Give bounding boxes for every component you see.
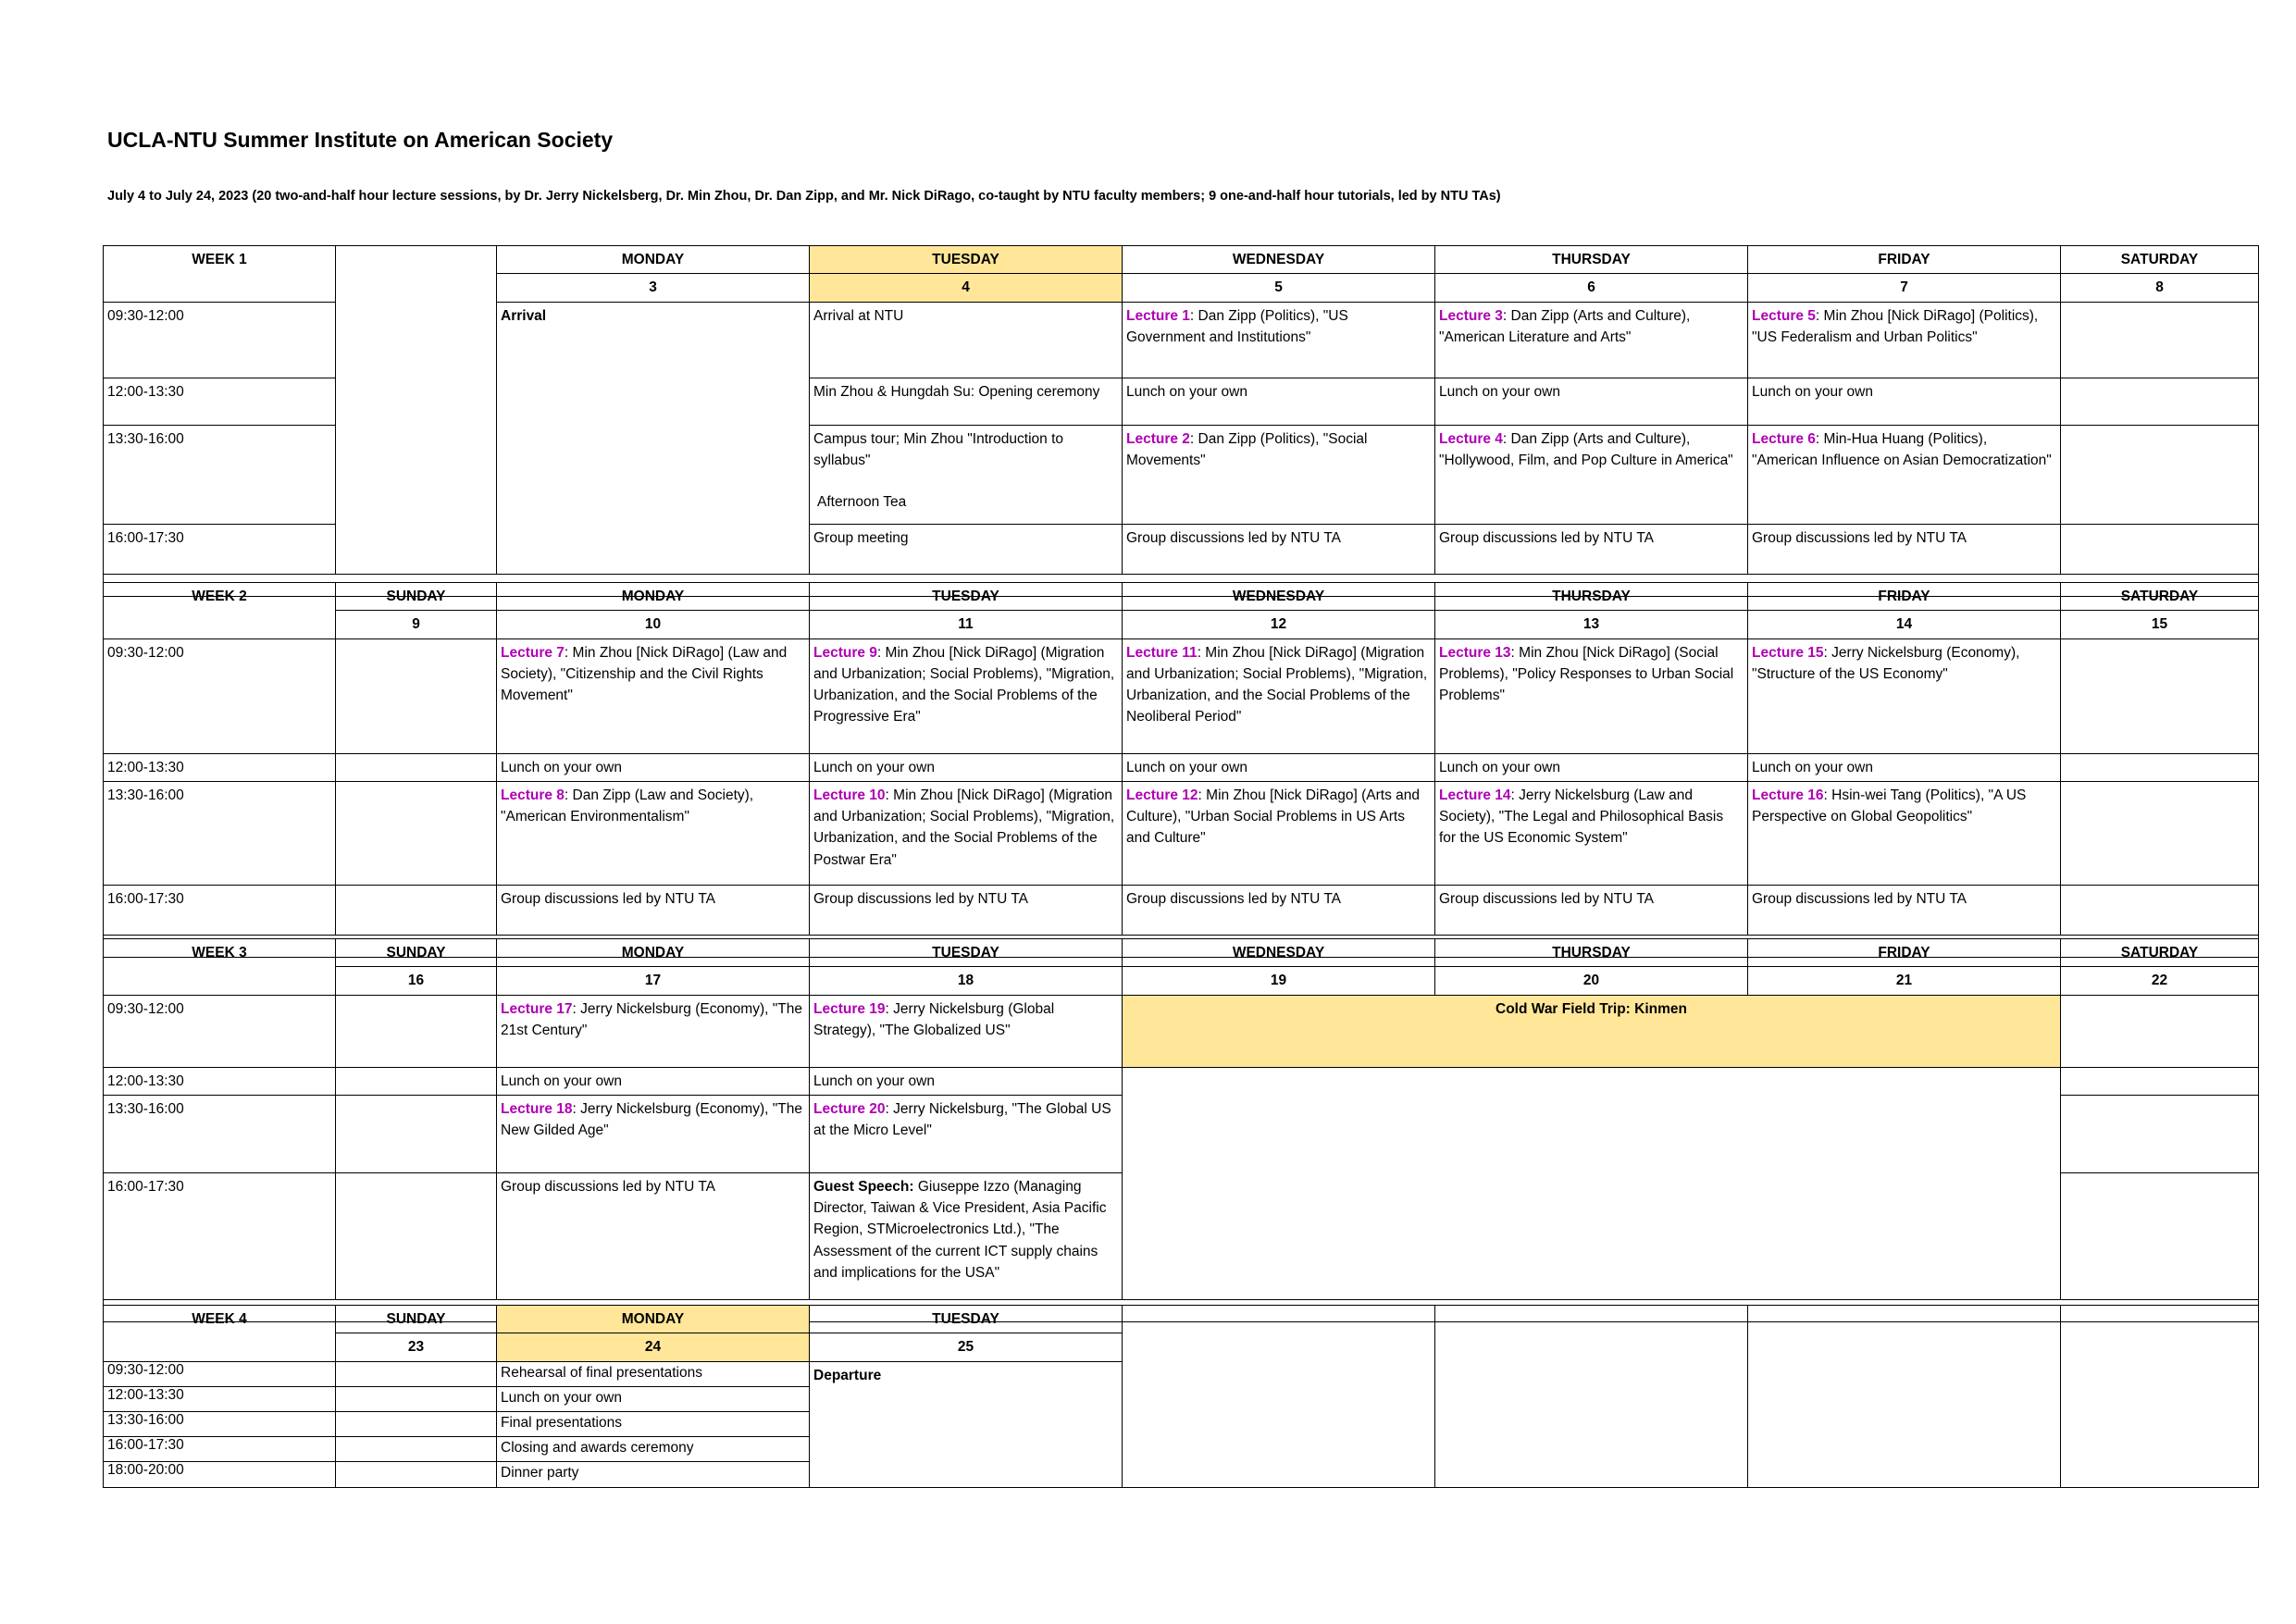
departure-label: Departure <box>813 1367 882 1383</box>
schedule-cell <box>2061 781 2259 885</box>
lecture-text: : Min Zhou [Nick DiRago] (Arts and Culture), "Urban Social Problems in US Arts and Culture" <box>1126 787 1421 847</box>
lecture-label: Lecture 17 <box>501 1000 573 1017</box>
lecture-label: Lecture 20 <box>813 1100 886 1117</box>
time-slot: 12:00-13:30 <box>104 753 336 781</box>
lecture-label: Lecture 8 <box>501 787 565 803</box>
schedule-cell <box>497 781 810 885</box>
schedule-cell <box>336 781 497 885</box>
schedule-cell <box>336 1386 497 1411</box>
week2-day-saturday: SATURDAY <box>2061 583 2259 611</box>
week3-day-tuesday: TUESDAY <box>810 939 1123 967</box>
lecture-label: Lecture 16 <box>1752 787 1824 803</box>
schedule-cell: Lunch on your own <box>1123 753 1435 781</box>
schedule-cell <box>1748 638 2061 753</box>
lecture-label: Lecture 14 <box>1439 787 1511 803</box>
time-slot: 18:00-20:00 <box>104 1461 336 1487</box>
lecture-text: : Min-Hua Huang (Politics), "American Influence on Asian Democratization" <box>1752 430 2052 468</box>
schedule-cell <box>336 1436 497 1461</box>
schedule-cell: Lunch on your own <box>497 1386 810 1411</box>
schedule-cell <box>2061 885 2259 935</box>
lecture-label: Lecture 13 <box>1439 644 1511 661</box>
week1-date: 6 <box>1435 274 1748 302</box>
lecture-text: : Min Zhou [Nick DiRago] (Politics), "US Federalism and Urban Politics" <box>1752 307 2039 345</box>
field-trip-banner: Cold War Field Trip: Kinmen <box>1123 995 2061 1067</box>
schedule-cell <box>336 638 497 753</box>
week2-date: 14 <box>1748 611 2061 638</box>
schedule-cell <box>2061 1306 2259 1488</box>
schedule-cell: Lunch on your own <box>1748 753 2061 781</box>
schedule-cell <box>1435 425 1748 524</box>
lecture-text: : Min Zhou [Nick DiRago] (Law and Society), "Citizenship and the Civil Rights Movement" <box>501 644 788 703</box>
cell-text: Afternoon Tea <box>817 494 907 510</box>
lecture-label: Lecture 4 <box>1439 430 1503 447</box>
week4-date: 25 <box>810 1333 1123 1361</box>
lecture-label: Lecture 5 <box>1752 307 1816 324</box>
schedule-cell: Lunch on your own <box>810 1067 1123 1095</box>
schedule-cell: Min Zhou & Hungdah Su: Opening ceremony <box>810 378 1123 425</box>
schedule-cell: Group discussions led by NTU TA <box>1123 524 1435 574</box>
week2-date: 11 <box>810 611 1123 638</box>
week2-day-friday: FRIDAY <box>1748 583 2061 611</box>
schedule-cell <box>336 1172 497 1299</box>
schedule-cell <box>810 781 1123 885</box>
week2-date: 9 <box>336 611 497 638</box>
lecture-label: Lecture 6 <box>1752 430 1816 447</box>
week1-date: 5 <box>1123 274 1435 302</box>
schedule-cell: Arrival at NTU <box>810 302 1123 378</box>
schedule-cell <box>2061 1067 2259 1095</box>
week4-date: 24 <box>497 1333 810 1361</box>
week3-date: 19 <box>1123 967 1435 995</box>
schedule-cell: Group discussions led by NTU TA <box>497 885 810 935</box>
lecture-text: : Min Zhou [Nick DiRago] (Migration and Urbanization; Social Problems), "Migration, Urbanization, and the Social Problems of the Neoliberal Period" <box>1126 644 1428 725</box>
week1-day-thursday: THURSDAY <box>1435 246 1748 274</box>
schedule-cell <box>1748 781 2061 885</box>
schedule-cell <box>336 1461 497 1487</box>
time-slot: 09:30-12:00 <box>104 995 336 1067</box>
lecture-text: : Jerry Nickelsburg (Economy), "The 21st Century" <box>501 1000 802 1038</box>
schedule-cell: Group discussions led by NTU TA <box>1748 885 2061 935</box>
time-slot: 16:00-17:30 <box>104 524 336 574</box>
lecture-label: Lecture 19 <box>813 1000 886 1017</box>
schedule-cell: Lunch on your own <box>1123 378 1435 425</box>
arrival-label: Arrival <box>501 307 547 324</box>
lecture-label: Lecture 15 <box>1752 644 1824 661</box>
lecture-label: Lecture 12 <box>1126 787 1198 803</box>
lecture-text: : Min Zhou [Nick DiRago] (Migration and Urbanization; Social Problems), "Migration, Urbanization, and the Social Problems of the Progressive Era" <box>813 644 1115 725</box>
schedule-cell <box>1748 302 2061 378</box>
week1-day-monday: MONDAY <box>497 246 810 274</box>
schedule-cell: Lunch on your own <box>810 753 1123 781</box>
time-slot: 13:30-16:00 <box>104 1095 336 1172</box>
schedule-cell <box>810 1172 1123 1299</box>
schedule-cell <box>2061 1172 2259 1299</box>
week1-sunday-empty <box>336 246 497 575</box>
week1-date: 4 <box>810 274 1123 302</box>
schedule-cell <box>336 1411 497 1436</box>
lecture-text: : Dan Zipp (Arts and Culture), "Hollywood, Film, and Pop Culture in America" <box>1439 430 1733 468</box>
schedule-cell: Group discussions led by NTU TA <box>810 885 1123 935</box>
time-slot: 13:30-16:00 <box>104 781 336 885</box>
schedule-cell: Group discussions led by NTU TA <box>1435 885 1748 935</box>
time-slot: 16:00-17:30 <box>104 885 336 935</box>
schedule-cell <box>497 1095 810 1172</box>
schedule-cell: Group discussions led by NTU TA <box>497 1172 810 1299</box>
lecture-text: : Dan Zipp (Politics), "US Government and Institutions" <box>1126 307 1348 345</box>
week1-day-friday: FRIDAY <box>1748 246 2061 274</box>
schedule-cell: Final presentations <box>497 1411 810 1436</box>
time-slot: 12:00-13:30 <box>104 1067 336 1095</box>
week3-day-saturday: SATURDAY <box>2061 939 2259 967</box>
lecture-text: : Min Zhou [Nick DiRago] (Social Problems), "Policy Responses to Urban Social Problems" <box>1439 644 1734 703</box>
week2-day-sunday: SUNDAY <box>336 583 497 611</box>
schedule-cell <box>1748 425 2061 524</box>
schedule-cell: Group discussions led by NTU TA <box>1435 524 1748 574</box>
week2-date: 12 <box>1123 611 1435 638</box>
guest-speech-text: Giuseppe Izzo (Managing Director, Taiwan & Vice President, Asia Pacific Region, STMicroelectronics Ltd.), "The Assessment of the current ICT supply chains and implications for the USA" <box>813 1178 1107 1281</box>
week1-day-saturday: SATURDAY <box>2061 246 2259 274</box>
schedule-cell <box>1435 302 1748 378</box>
week3-label: WEEK 3 <box>104 939 336 996</box>
schedule-cell <box>336 995 497 1067</box>
time-slot: 12:00-13:30 <box>104 378 336 425</box>
week2-day-monday: MONDAY <box>497 583 810 611</box>
schedule-cell <box>336 1361 497 1386</box>
week3-date: 21 <box>1748 967 2061 995</box>
lecture-label: Lecture 10 <box>813 787 886 803</box>
schedule-cell <box>1435 638 1748 753</box>
schedule-cell: Closing and awards ceremony <box>497 1436 810 1461</box>
week1-date: 7 <box>1748 274 2061 302</box>
time-slot: 13:30-16:00 <box>104 1411 336 1436</box>
week4-date: 23 <box>336 1333 497 1361</box>
schedule-cell <box>2061 302 2259 378</box>
lecture-label: Lecture 9 <box>813 644 877 661</box>
week3-day-wednesday: WEDNESDAY <box>1123 939 1435 967</box>
time-slot: 12:00-13:30 <box>104 1386 336 1411</box>
lecture-text: : Jerry Nickelsburg (Economy), "Structure of the US Economy" <box>1752 644 2020 682</box>
time-slot: 09:30-12:00 <box>104 1361 336 1386</box>
schedule-cell <box>1435 781 1748 885</box>
week1-day-tuesday: TUESDAY <box>810 246 1123 274</box>
schedule-cell <box>2061 1095 2259 1172</box>
lecture-label: Lecture 18 <box>501 1100 573 1117</box>
schedule-cell <box>2061 378 2259 425</box>
lecture-text: : Dan Zipp (Law and Society), "American Environmentalism" <box>501 787 754 824</box>
lecture-text: : Dan Zipp (Politics), "Social Movements" <box>1126 430 1368 468</box>
week1-table <box>103 245 2259 597</box>
schedule-cell <box>336 1067 497 1095</box>
week1-monday-cell <box>497 302 810 574</box>
week2-day-thursday: THURSDAY <box>1435 583 1748 611</box>
time-slot: 13:30-16:00 <box>104 425 336 524</box>
schedule-cell <box>810 995 1123 1067</box>
schedule-cell: Group meeting <box>810 524 1123 574</box>
schedule-cell: Lunch on your own <box>1435 753 1748 781</box>
lecture-text: : Dan Zipp (Arts and Culture), "American Literature and Arts" <box>1439 307 1691 345</box>
schedule-cell: Lunch on your own <box>497 753 810 781</box>
time-slot: 16:00-17:30 <box>104 1436 336 1461</box>
schedule-cell <box>2061 753 2259 781</box>
schedule-cell: Lunch on your own <box>1435 378 1748 425</box>
week3-day-sunday: SUNDAY <box>336 939 497 967</box>
schedule-cell <box>497 995 810 1067</box>
time-slot: 16:00-17:30 <box>104 1172 336 1299</box>
schedule-cell <box>497 638 810 753</box>
week4-table <box>103 1305 2259 1488</box>
week2-table <box>103 582 2259 958</box>
schedule-cell <box>810 425 1123 524</box>
schedule-cell <box>1123 781 1435 885</box>
schedule-cell: Group discussions led by NTU TA <box>1748 524 2061 574</box>
week4-label: WEEK 4 <box>104 1306 336 1362</box>
schedule-cell <box>2061 425 2259 524</box>
week1-label: WEEK 1 <box>104 246 336 303</box>
schedule-cell: Lunch on your own <box>497 1067 810 1095</box>
schedule-cell: Rehearsal of final presentations <box>497 1361 810 1386</box>
week1-date: 3 <box>497 274 810 302</box>
week4-day-monday: MONDAY <box>497 1306 810 1333</box>
lecture-label: Lecture 1 <box>1126 307 1190 324</box>
lecture-label: Lecture 11 <box>1126 644 1198 661</box>
week1-date: 8 <box>2061 274 2259 302</box>
week1-day-wednesday: WEDNESDAY <box>1123 246 1435 274</box>
schedule-cell: Dinner party <box>497 1461 810 1487</box>
cell-text: Campus tour; Min Zhou "Introduction to syllabus" <box>813 430 1063 468</box>
week2-day-wednesday: WEDNESDAY <box>1123 583 1435 611</box>
week3-date: 20 <box>1435 967 1748 995</box>
week3-date: 18 <box>810 967 1123 995</box>
lecture-text: : Jerry Nickelsburg (Global Strategy), "The Globalized US" <box>813 1000 1055 1038</box>
schedule-cell <box>2061 524 2259 574</box>
page-title: UCLA-NTU Summer Institute on American Society <box>107 128 614 152</box>
schedule-cell: Lunch on your own <box>1748 378 2061 425</box>
schedule-cell <box>336 753 497 781</box>
week3-day-friday: FRIDAY <box>1748 939 2061 967</box>
schedule-cell <box>1123 425 1435 524</box>
page-subtitle: July 4 to July 24, 2023 (20 two-and-half hour lecture sessions, by Dr. Jerry Nickelsberg, Dr. Min Zhou, Dr. Dan Zipp, and Mr. Nick DiRago, co-taught by NTU faculty members; 9 one-and-half hour tutorials, led by NTU TAs) <box>107 189 1501 204</box>
week3-date: 16 <box>336 967 497 995</box>
week4-day-tuesday: TUESDAY <box>810 1306 1123 1333</box>
schedule-cell: Group discussions led by NTU TA <box>1123 885 1435 935</box>
field-trip-continuation <box>1123 1067 2061 1299</box>
week2-date: 15 <box>2061 611 2259 638</box>
schedule-cell <box>810 1095 1123 1172</box>
lecture-text: : Jerry Nickelsburg (Economy), "The New Gilded Age" <box>501 1100 802 1138</box>
schedule-cell <box>810 638 1123 753</box>
week2-label: WEEK 2 <box>104 583 336 639</box>
schedule-cell <box>336 1095 497 1172</box>
schedule-cell <box>1748 1306 2061 1488</box>
week2-date: 13 <box>1435 611 1748 638</box>
lecture-text: : Min Zhou [Nick DiRago] (Migration and Urbanization; Social Problems), "Migration, Urbanization, and the Social Problems of the Postwar Era" <box>813 787 1115 868</box>
lecture-label: Lecture 7 <box>501 644 565 661</box>
week3-day-monday: MONDAY <box>497 939 810 967</box>
schedule-cell <box>336 885 497 935</box>
week3-day-thursday: THURSDAY <box>1435 939 1748 967</box>
week3-table <box>103 938 2259 1322</box>
lecture-label: Lecture 2 <box>1126 430 1190 447</box>
schedule-cell <box>1435 1306 1748 1488</box>
week3-date: 22 <box>2061 967 2259 995</box>
lecture-text: : Hsin-wei Tang (Politics), "A US Perspective on Global Geopolitics" <box>1752 787 2027 824</box>
schedule-cell <box>1123 1306 1435 1488</box>
schedule-cell <box>2061 638 2259 753</box>
week3-date: 17 <box>497 967 810 995</box>
time-slot: 09:30-12:00 <box>104 302 336 378</box>
week4-tuesday-cell <box>810 1361 1123 1487</box>
lecture-text: : Jerry Nickelsburg (Law and Society), "The Legal and Philosophical Basis for the US Economic System" <box>1439 787 1724 847</box>
lecture-text: : Jerry Nickelsburg, "The Global US at the Micro Level" <box>813 1100 1111 1138</box>
schedule-cell <box>1123 302 1435 378</box>
week2-date: 10 <box>497 611 810 638</box>
schedule-cell <box>1123 638 1435 753</box>
lecture-label: Lecture 3 <box>1439 307 1503 324</box>
time-slot: 09:30-12:00 <box>104 638 336 753</box>
schedule-cell <box>2061 995 2259 1067</box>
week4-day-sunday: SUNDAY <box>336 1306 497 1333</box>
week2-day-tuesday: TUESDAY <box>810 583 1123 611</box>
guest-speech-label: Guest Speech: <box>813 1178 914 1195</box>
